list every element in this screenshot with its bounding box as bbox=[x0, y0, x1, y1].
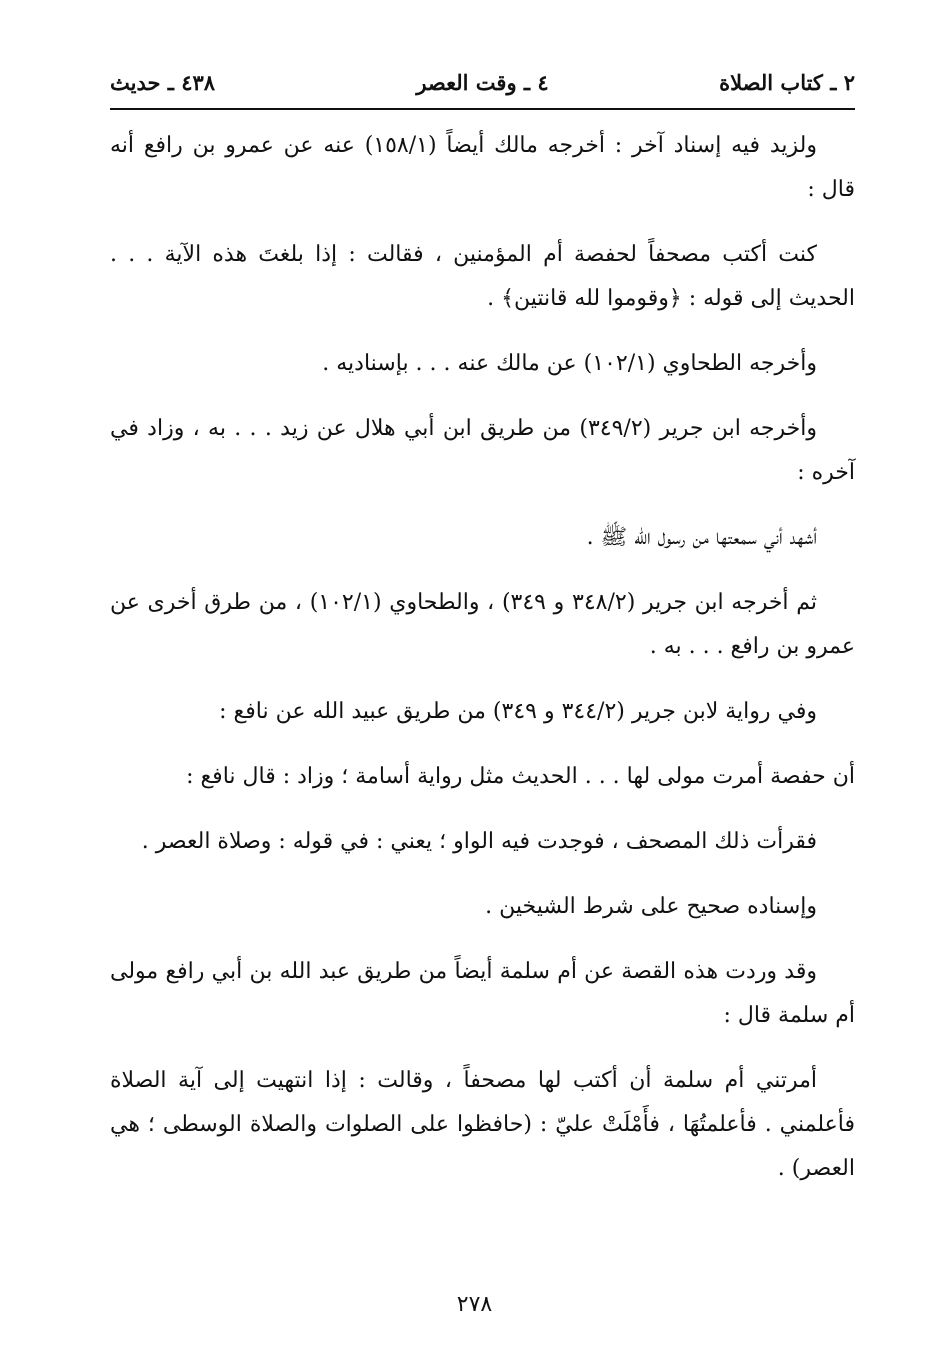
header-hadith-number: ٤٣٨ ـ حديث bbox=[110, 70, 216, 95]
paragraph: وأخرجه ابن جرير (٣٤٩/٢) من طريق ابن أبي هلال عن زيد . . . به ، وزاد في آخره : bbox=[110, 416, 855, 485]
paragraph: أشهد أني سمعتها من رسول الله ﷺ . bbox=[586, 525, 817, 550]
paragraph: أمرتني أم سلمة أن أكتب لها مصحفاً ، وقالت : إذا انتهيت إلى آية الصلاة فأعلمني . فأعلمتُهَا ، فأَمْلَتْ عليّ : (حافظوا على الصلوات والصلاة الوسطى ؛ هي العصر) . bbox=[110, 1068, 855, 1181]
header-book-title: ٢ ـ كتاب الصلاة bbox=[719, 70, 855, 95]
header-chapter-title: ٤ ـ وقت العصر bbox=[416, 70, 549, 95]
page-number: ٢٧٨ bbox=[456, 1292, 493, 1317]
header-rule bbox=[110, 108, 855, 110]
paragraph: وقد وردت هذه القصة عن أم سلمة أيضاً من طريق عبد الله بن أبي رافع مولى أم سلمة قال : bbox=[110, 959, 855, 1028]
paragraph: وأخرجه الطحاوي (١٠٢/١) عن مالك عنه . . . بإسناديه . bbox=[322, 351, 817, 376]
running-header bbox=[110, 66, 855, 106]
paragraph: ولزيد فيه إسناد آخر : أخرجه مالك أيضاً (١٥٨/١) عنه عن عمرو بن رافع أنه قال : bbox=[110, 133, 855, 202]
paragraph: كنت أكتب مصحفاً لحفصة أم المؤمنين ، فقالت : إذا بلغتَ هذه الآية . . . الحديث إلى قوله : ﴿وقوموا لله قانتين﴾ . bbox=[110, 242, 855, 311]
body-text bbox=[110, 124, 855, 1212]
paragraph: وفي رواية لابن جرير (٣٤٤/٢ و ٣٤٩) من طريق عبيد الله عن نافع : bbox=[219, 699, 817, 724]
paragraph: وإسناده صحيح على شرط الشيخين . bbox=[485, 894, 817, 919]
paragraph: فقرأت ذلك المصحف ، فوجدت فيه الواو ؛ يعني : في قوله : وصلاة العصر . bbox=[141, 829, 817, 854]
paragraph: ثم أخرجه ابن جرير (٣٤٨/٢ و ٣٤٩) ، والطحاوي (١٠٢/١) ، من طرق أخرى عن عمرو بن رافع . . . به . bbox=[110, 590, 855, 659]
paragraph: أن حفصة أمرت مولى لها . . . الحديث مثل رواية أسامة ؛ وزاد : قال نافع : bbox=[186, 764, 855, 789]
